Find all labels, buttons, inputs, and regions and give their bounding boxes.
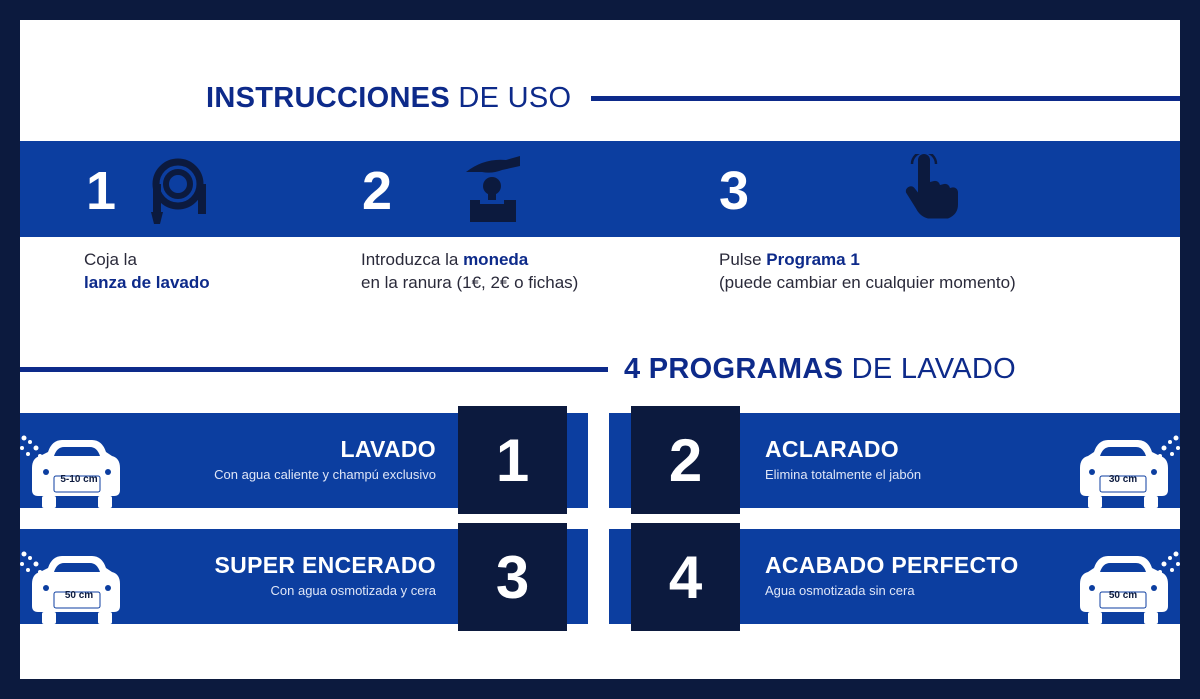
car-spray-icon xyxy=(1070,422,1180,517)
program-2-distance: 30 cm xyxy=(1108,474,1138,485)
program-3-sub: Con agua osmotizada y cera xyxy=(270,583,436,598)
step-1-description: Coja la lanza de lavado xyxy=(84,250,210,292)
title-rule xyxy=(591,96,1180,101)
program-1-text xyxy=(214,436,436,482)
program-1-name: LAVADO xyxy=(340,436,436,462)
program-3-name: SUPER ENCERADO xyxy=(214,552,436,578)
car-spray-icon xyxy=(1070,538,1180,633)
car-spray-icon xyxy=(20,422,130,517)
program-2-sub: Elimina totalmente el jabón xyxy=(765,467,922,482)
program-2-number: 2 xyxy=(631,406,740,514)
program-4-name: ACABADO PERFECTO xyxy=(765,552,1019,578)
programs-title: 4 PROGRAMAS DE LAVADO xyxy=(624,353,1016,385)
car-spray-icon xyxy=(20,538,130,633)
step-3-number: 3 xyxy=(719,161,750,221)
program-2-name: ACLARADO xyxy=(765,436,899,462)
program-3-text xyxy=(215,552,436,598)
spray-lance-icon xyxy=(148,154,210,231)
program-4-sub: Agua osmotizada sin cera xyxy=(765,583,915,598)
program-2-text xyxy=(765,436,921,482)
coin-slot-icon xyxy=(460,154,526,231)
program-1-distance: 5-10 cm xyxy=(60,474,98,485)
hand-pointer-icon xyxy=(904,154,964,225)
program-4-distance: 50 cm xyxy=(1108,590,1138,601)
instructions-panel xyxy=(20,20,1180,679)
program-4-text xyxy=(765,552,1019,598)
program-1-number: 1 xyxy=(458,406,567,514)
programs-rule xyxy=(20,367,608,372)
program-3-distance: 50 cm xyxy=(64,590,94,601)
program-1-sub: Con agua caliente y champú exclusivo xyxy=(214,467,436,482)
step-3-description: Pulse Programa 1 (puede cambiar en cualquier momento) xyxy=(719,250,1016,292)
program-3-number: 3 xyxy=(458,523,567,631)
instructions-title: INSTRUCCIONES DE USO xyxy=(206,82,572,114)
step-2-description: Introduzca la moneda en la ranura (1€, 2€ o fichas) xyxy=(361,250,579,292)
step-2-number: 2 xyxy=(362,161,393,221)
program-4-number: 4 xyxy=(631,523,740,631)
step-1-number: 1 xyxy=(86,161,117,221)
